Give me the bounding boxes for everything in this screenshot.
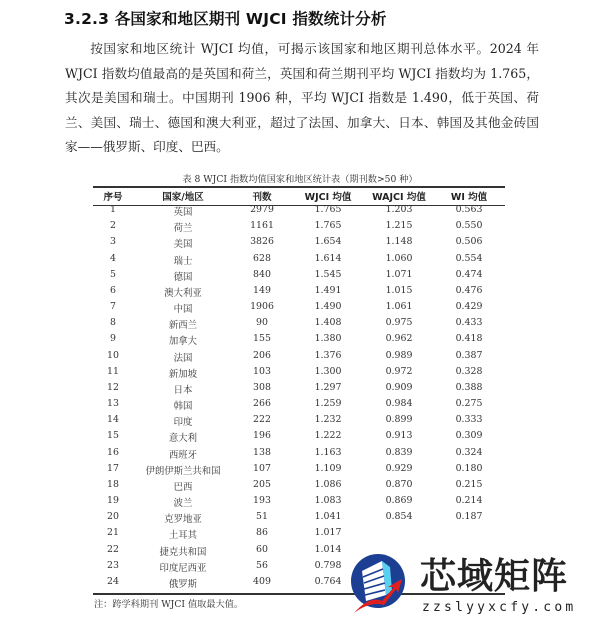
row-country: 日本 bbox=[173, 384, 193, 396]
row-index: 3 bbox=[110, 236, 116, 248]
row-wjci: 1.086 bbox=[314, 478, 342, 490]
row-count: 193 bbox=[253, 495, 271, 507]
row-country: 澳大利亚 bbox=[164, 287, 202, 299]
row-country: 法国 bbox=[173, 352, 193, 364]
row-country: 瑞士 bbox=[173, 255, 193, 267]
table-row bbox=[93, 511, 505, 527]
table-row bbox=[93, 204, 505, 220]
row-count: 60 bbox=[256, 543, 268, 555]
row-index: 19 bbox=[107, 495, 119, 507]
row-wajci: 1.061 bbox=[385, 301, 413, 313]
row-wjci: 1.376 bbox=[314, 349, 342, 361]
table-row bbox=[93, 317, 505, 333]
row-wajci: 0.869 bbox=[385, 495, 413, 507]
row-wjci: 1.041 bbox=[314, 511, 342, 523]
row-wajci: 1.060 bbox=[385, 252, 413, 264]
row-index: 9 bbox=[110, 333, 116, 345]
table-row bbox=[93, 398, 505, 414]
row-wajci: 1.071 bbox=[385, 268, 413, 280]
row-wajci: 0.989 bbox=[385, 349, 413, 361]
row-index: 16 bbox=[107, 446, 119, 458]
watermark-logo-icon bbox=[348, 551, 418, 621]
row-index: 14 bbox=[107, 414, 119, 426]
row-index: 2 bbox=[110, 220, 116, 232]
section-title: 3.2.3 各国家和地区期刊 WJCI 指数统计分析 bbox=[64, 10, 387, 28]
body-paragraph: 按国家和地区统计 WJCI 均值，可揭示该国家和地区期刊总体水平。2024 年 WJCI 指数均值最高的是英国和荷兰，英国和荷兰期刊平均 WJCI 指数均为 1.765，其次是美国和瑞士。中国期刊 1906 种，平均 WJCI 指数是 1.490，低于英国、荷兰、美国、瑞士、德国和澳大利亚，超过了法国、加拿大、日本、韩国及其他金砖国家——俄罗斯、印度、巴西。 bbox=[65, 41, 539, 155]
row-wi: 0.275 bbox=[455, 398, 483, 410]
row-wi: 0.429 bbox=[455, 301, 483, 313]
row-wajci: 1.148 bbox=[385, 236, 413, 248]
row-index: 12 bbox=[107, 381, 119, 393]
row-wi: 0.180 bbox=[455, 462, 483, 474]
table-header bbox=[93, 189, 505, 204]
header-country: 国家/地区 bbox=[162, 192, 204, 203]
row-wi: 0.333 bbox=[455, 414, 483, 426]
row-index: 23 bbox=[107, 559, 119, 571]
row-wjci: 1.109 bbox=[314, 462, 342, 474]
row-wajci: 1.215 bbox=[385, 220, 413, 232]
table-row bbox=[93, 253, 505, 269]
row-wajci: 0.909 bbox=[385, 381, 413, 393]
row-country: 巴西 bbox=[173, 481, 193, 493]
row-wjci: 0.798 bbox=[314, 559, 342, 571]
row-wi: 0.418 bbox=[455, 333, 483, 345]
row-wjci: 1.083 bbox=[314, 495, 342, 507]
row-country: 波兰 bbox=[173, 498, 193, 510]
row-country: 韩国 bbox=[173, 401, 193, 413]
row-wi: 0.387 bbox=[455, 349, 483, 361]
row-count: 90 bbox=[256, 317, 268, 329]
row-wajci: 0.929 bbox=[385, 462, 413, 474]
table-row bbox=[93, 236, 505, 252]
row-country: 新加坡 bbox=[168, 368, 198, 380]
table-row bbox=[93, 495, 505, 511]
row-country: 意大利 bbox=[168, 433, 198, 445]
row-wi: 0.506 bbox=[455, 236, 483, 248]
row-wjci: 1.765 bbox=[314, 220, 342, 232]
row-wjci: 1.259 bbox=[314, 398, 342, 410]
row-wi: 0.433 bbox=[455, 317, 483, 329]
table-row bbox=[93, 382, 505, 398]
header-count: 刊数 bbox=[252, 192, 272, 203]
header-wajci: WAJCI 均值 bbox=[372, 192, 426, 203]
row-country: 德国 bbox=[173, 271, 193, 283]
watermark-url: zzslyyxcfy.com bbox=[422, 600, 577, 615]
row-wajci: 0.854 bbox=[385, 511, 413, 523]
row-wajci: 1.203 bbox=[385, 204, 413, 215]
table-note: 注：跨学科期刊 WJCI 值取最大值。 bbox=[94, 599, 244, 610]
table-row bbox=[93, 527, 505, 543]
row-count: 308 bbox=[253, 381, 271, 393]
row-wjci: 1.163 bbox=[314, 446, 342, 458]
row-country: 新西兰 bbox=[168, 320, 198, 332]
row-wjci: 1.490 bbox=[314, 301, 342, 313]
row-country: 西班牙 bbox=[168, 449, 198, 461]
row-index: 21 bbox=[107, 527, 119, 539]
row-wi: 0.324 bbox=[455, 446, 483, 458]
row-index: 15 bbox=[107, 430, 119, 442]
table-row bbox=[93, 479, 505, 495]
row-country: 荷兰 bbox=[173, 223, 193, 235]
table-row bbox=[93, 430, 505, 446]
row-wajci: 0.899 bbox=[385, 414, 413, 426]
row-count: 56 bbox=[256, 559, 268, 571]
row-wi: 0.388 bbox=[455, 381, 483, 393]
row-wjci: 1.300 bbox=[314, 365, 342, 377]
row-count: 1161 bbox=[250, 220, 274, 232]
row-country: 英国 bbox=[173, 207, 193, 218]
row-wi: 0.309 bbox=[455, 430, 483, 442]
header-wi: WI 均值 bbox=[450, 192, 488, 203]
row-wjci: 1.380 bbox=[314, 333, 342, 345]
row-index: 7 bbox=[110, 301, 116, 313]
row-wajci: 0.975 bbox=[385, 317, 413, 329]
row-count: 409 bbox=[253, 575, 271, 587]
row-count: 205 bbox=[253, 478, 271, 490]
row-wajci: 0.972 bbox=[385, 365, 413, 377]
row-country: 印度 bbox=[173, 417, 193, 429]
row-wajci: 1.015 bbox=[385, 284, 413, 296]
row-count: 3826 bbox=[250, 236, 274, 248]
row-wi: 0.563 bbox=[455, 204, 483, 215]
row-wjci: 1.654 bbox=[314, 236, 342, 248]
row-wajci: 0.962 bbox=[385, 333, 413, 345]
row-count: 103 bbox=[253, 365, 271, 377]
row-wjci: 1.765 bbox=[314, 204, 342, 215]
row-wjci: 1.408 bbox=[314, 317, 342, 329]
row-wajci: 0.913 bbox=[385, 430, 413, 442]
table-row bbox=[93, 269, 505, 285]
watermark-name: 芯域矩阵 bbox=[420, 556, 569, 597]
row-index: 20 bbox=[107, 511, 119, 523]
row-index: 13 bbox=[107, 398, 119, 410]
row-count: 1906 bbox=[250, 301, 274, 313]
row-count: 149 bbox=[253, 284, 271, 296]
row-count: 86 bbox=[256, 527, 268, 539]
row-count: 840 bbox=[253, 268, 271, 280]
table-row bbox=[93, 463, 505, 479]
row-wjci: 1.614 bbox=[314, 252, 342, 264]
row-wajci: 0.984 bbox=[385, 398, 413, 410]
table-caption: 表 8 WJCI 指数均值国家和地区统计表（期刊数>50 种） bbox=[182, 174, 418, 185]
row-wi: 0.187 bbox=[455, 511, 483, 523]
row-count: 155 bbox=[253, 333, 271, 345]
row-wi: 0.554 bbox=[455, 252, 483, 264]
row-wi: 0.474 bbox=[455, 268, 483, 280]
header-index: 序号 bbox=[103, 192, 123, 203]
table-row bbox=[93, 350, 505, 366]
row-country: 加拿大 bbox=[168, 336, 198, 348]
row-count: 222 bbox=[253, 414, 271, 426]
row-wajci: 0.870 bbox=[385, 478, 413, 490]
row-wjci: 1.232 bbox=[314, 414, 342, 426]
row-wjci: 1.014 bbox=[314, 543, 342, 555]
row-index: 18 bbox=[107, 478, 119, 490]
table-row bbox=[93, 366, 505, 382]
row-count: 206 bbox=[253, 349, 271, 361]
row-count: 266 bbox=[253, 398, 271, 410]
row-index: 17 bbox=[107, 462, 119, 474]
row-index: 4 bbox=[110, 252, 116, 264]
row-country: 中国 bbox=[173, 304, 193, 316]
row-country: 美国 bbox=[173, 239, 193, 251]
table-row bbox=[93, 301, 505, 317]
row-country: 俄罗斯 bbox=[168, 578, 198, 590]
table-row bbox=[93, 220, 505, 236]
row-country: 印度尼西亚 bbox=[159, 562, 207, 574]
row-wjci: 1.545 bbox=[314, 268, 342, 280]
row-index: 6 bbox=[110, 284, 116, 296]
row-wi: 0.328 bbox=[455, 365, 483, 377]
row-wjci: 1.017 bbox=[314, 527, 342, 539]
row-index: 1 bbox=[110, 204, 116, 215]
row-index: 24 bbox=[107, 575, 119, 587]
row-wjci: 1.297 bbox=[314, 381, 342, 393]
row-index: 11 bbox=[107, 365, 119, 377]
row-count: 107 bbox=[253, 462, 271, 474]
row-wi: 0.550 bbox=[455, 220, 483, 232]
watermark bbox=[348, 551, 598, 621]
row-wjci: 0.764 bbox=[314, 575, 342, 587]
row-country: 克罗地亚 bbox=[164, 514, 202, 526]
row-country: 捷克共和国 bbox=[159, 546, 207, 558]
row-count: 138 bbox=[253, 446, 271, 458]
row-wajci: 0.839 bbox=[385, 446, 413, 458]
header-wjci: WJCI 均值 bbox=[304, 192, 352, 203]
row-wi: 0.214 bbox=[455, 495, 483, 507]
table-top-rule bbox=[93, 186, 505, 188]
row-count: 628 bbox=[253, 252, 271, 264]
row-index: 22 bbox=[107, 543, 119, 555]
row-wjci: 1.491 bbox=[314, 284, 342, 296]
table-row bbox=[93, 447, 505, 463]
row-index: 5 bbox=[110, 268, 116, 280]
row-index: 8 bbox=[110, 317, 116, 329]
row-count: 2979 bbox=[250, 204, 274, 215]
row-wi: 0.215 bbox=[455, 478, 483, 490]
table-row bbox=[93, 333, 505, 349]
row-country: 伊朗伊斯兰共和国 bbox=[145, 465, 221, 477]
row-index: 10 bbox=[107, 349, 119, 361]
table-row bbox=[93, 285, 505, 301]
row-count: 196 bbox=[253, 430, 271, 442]
row-wi: 0.476 bbox=[455, 284, 483, 296]
row-wjci: 1.222 bbox=[314, 430, 342, 442]
table-row bbox=[93, 414, 505, 430]
row-country: 土耳其 bbox=[168, 530, 198, 542]
row-count: 51 bbox=[256, 511, 268, 523]
